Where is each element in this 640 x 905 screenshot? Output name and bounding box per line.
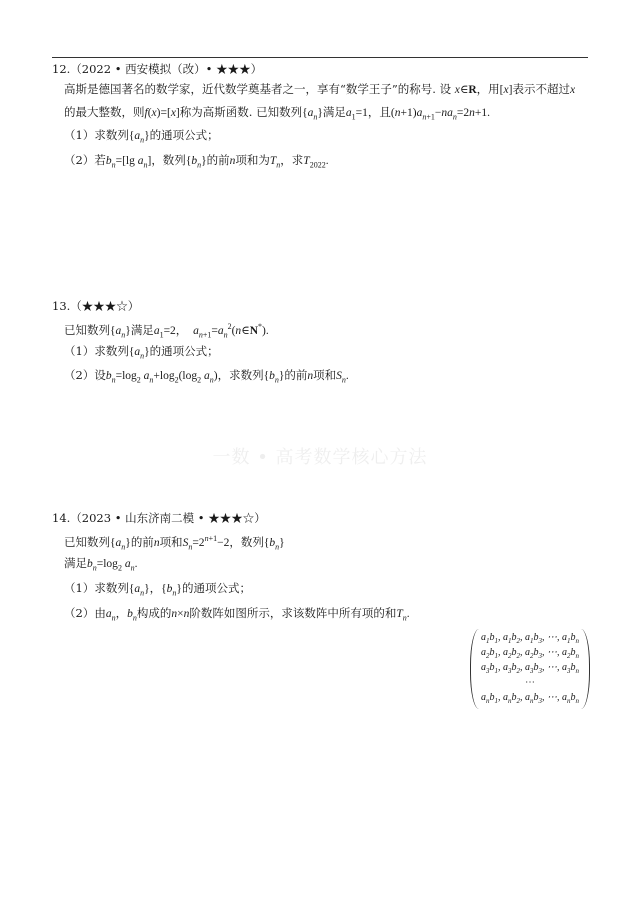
math: $T_n$ (269, 155, 281, 170)
math: $\{a_n\}$ (110, 324, 131, 340)
math: [x] (499, 84, 513, 96)
text: 项和为 (235, 153, 270, 167)
text: 的通项公式； (181, 581, 251, 595)
problem-source: （★★★☆） (70, 299, 140, 313)
problem-source: （2023 • 山东济南二模 • ★★★☆） (70, 511, 266, 525)
watermark: 一数 • 高考数学核心方法 (212, 447, 428, 468)
text: ， (149, 581, 162, 595)
problem-13-intro (64, 319, 269, 343)
text: （1）求数列 (64, 581, 129, 595)
text: 的通项公式； (149, 128, 219, 142)
text: 的前 (284, 368, 308, 382)
text: 已知数列 (64, 322, 110, 337)
text: 高斯是德国著名的数学家，近代数学奠基者之一，享有“数学王子”的称号. 设 (64, 82, 452, 96)
math: n×n (171, 608, 190, 620)
text: 表示不超过 (512, 82, 570, 96)
text: ，求 (280, 153, 304, 167)
text: 的前 (206, 153, 230, 167)
problem-number: 12. (52, 62, 71, 76)
problem-12-header (52, 61, 262, 77)
text: ，用 (476, 82, 500, 96)
text: 项和 (159, 534, 183, 549)
math: $\{a_n\}$ (128, 346, 150, 361)
math: $\{a_n\}$ (110, 536, 131, 552)
text: 已知数列 (64, 534, 110, 549)
problem-14-intro (64, 531, 285, 555)
math: $\{a_n\}$ (128, 583, 150, 598)
text: ， (115, 606, 128, 620)
math: $T_n$. (396, 608, 410, 623)
math: $(n+1)a_{n+1}-na_n=2n+1$. (390, 107, 490, 122)
math: $a_n$ (105, 608, 116, 623)
math: $a_1=1$ (345, 107, 368, 122)
text: ，且 (367, 105, 391, 119)
text: 满足 (64, 556, 87, 570)
problem-13-header (52, 298, 139, 314)
text: 的前 (130, 534, 154, 549)
math: $\{b_n\}$ (263, 370, 285, 385)
text: 满足 (130, 322, 154, 337)
matrix-ellipsis: ⋯ (525, 677, 535, 688)
text: 阶数阵如图所示，求该数阵中所有项的和 (189, 606, 397, 620)
problem-number: 13. (52, 299, 71, 313)
math: $\{b_n\}$ (185, 155, 207, 170)
problem-14-line2 (64, 555, 137, 576)
text: （1）求数列 (64, 128, 129, 142)
matrix-row-1: $a_1b_1$, $a_1b_2$, $a_1b_3$, ⋯, $a_1b_n$ (481, 632, 579, 645)
math: $\{a_n\}$ (302, 107, 323, 122)
math: $S_n=2^{n+1}-2$ (182, 534, 230, 552)
math: $\{a_n\}$ (128, 130, 150, 145)
matrix-row-3: $a_3b_1$, $a_3b_2$, $a_3b_3$, ⋯, $a_3b_n$ (481, 662, 579, 675)
text: （2）设 (64, 368, 106, 382)
math: n (229, 155, 236, 167)
math: ∈R (459, 84, 477, 96)
number-matrix (470, 629, 590, 711)
text: （2）由 (64, 606, 106, 620)
problem-12-intro-line2 (64, 104, 490, 125)
problem-source: （2022 • 西安模拟（改）• ★★★） (70, 62, 263, 76)
text: ，数列 (229, 534, 264, 549)
text: （1）求数列 (64, 344, 129, 358)
top-rule (52, 57, 588, 58)
problem-12-part1 (64, 127, 219, 148)
problem-14-header (52, 510, 266, 526)
math: $\{b_n\}$ (263, 536, 285, 552)
text: ，求数列 (217, 368, 264, 382)
problem-12-intro-line1 (64, 81, 575, 98)
math: $\{b_n\}$ (161, 583, 182, 598)
text: （2）若 (64, 153, 106, 167)
math: x (454, 84, 460, 96)
math: $T_{2022}$. (303, 155, 329, 170)
problem-13-part1 (64, 343, 219, 364)
problem-14-part1 (64, 580, 251, 601)
text: 项和 (313, 368, 337, 382)
math: $b_n=\log_2$ $a_n+\log_2(\log_2$ $a_n$) (105, 370, 218, 385)
matrix-row-2: $a_2b_1$, $a_2b_2$, $a_2b_3$, ⋯, $a_2b_n$ (481, 647, 579, 660)
text: 的通项公式； (149, 344, 219, 358)
math: $a_1=2$， $a_{n+1}=a_n^2(n\in N^*)$. (153, 322, 269, 340)
text: 构成的 (136, 606, 172, 620)
math: $S_n$. (336, 370, 349, 385)
text: 称为高斯函数. 已知数列 (179, 105, 303, 119)
math: f(x)=[x] (144, 107, 180, 119)
problem-12-part2 (64, 152, 329, 173)
problem-13-part2 (64, 367, 349, 388)
text: 满足 (322, 105, 346, 119)
math: n (307, 370, 314, 382)
math: x (569, 84, 576, 96)
math: $b_n=[\lg$ $a_n$] (105, 155, 152, 170)
problem-number: 14. (52, 511, 71, 525)
math: n (153, 536, 160, 549)
matrix-row-n: $a_nb_1$, $a_nb_2$, $a_nb_3$, ⋯, $a_nb_n$ (481, 692, 579, 705)
math: $b_n=\log_2$ $a_n$. (87, 558, 138, 573)
math: $b_n$ (127, 608, 137, 623)
problem-14-part2 (64, 605, 410, 626)
text: ，数列 (151, 153, 186, 167)
text: 的最大整数，则 (64, 105, 145, 119)
